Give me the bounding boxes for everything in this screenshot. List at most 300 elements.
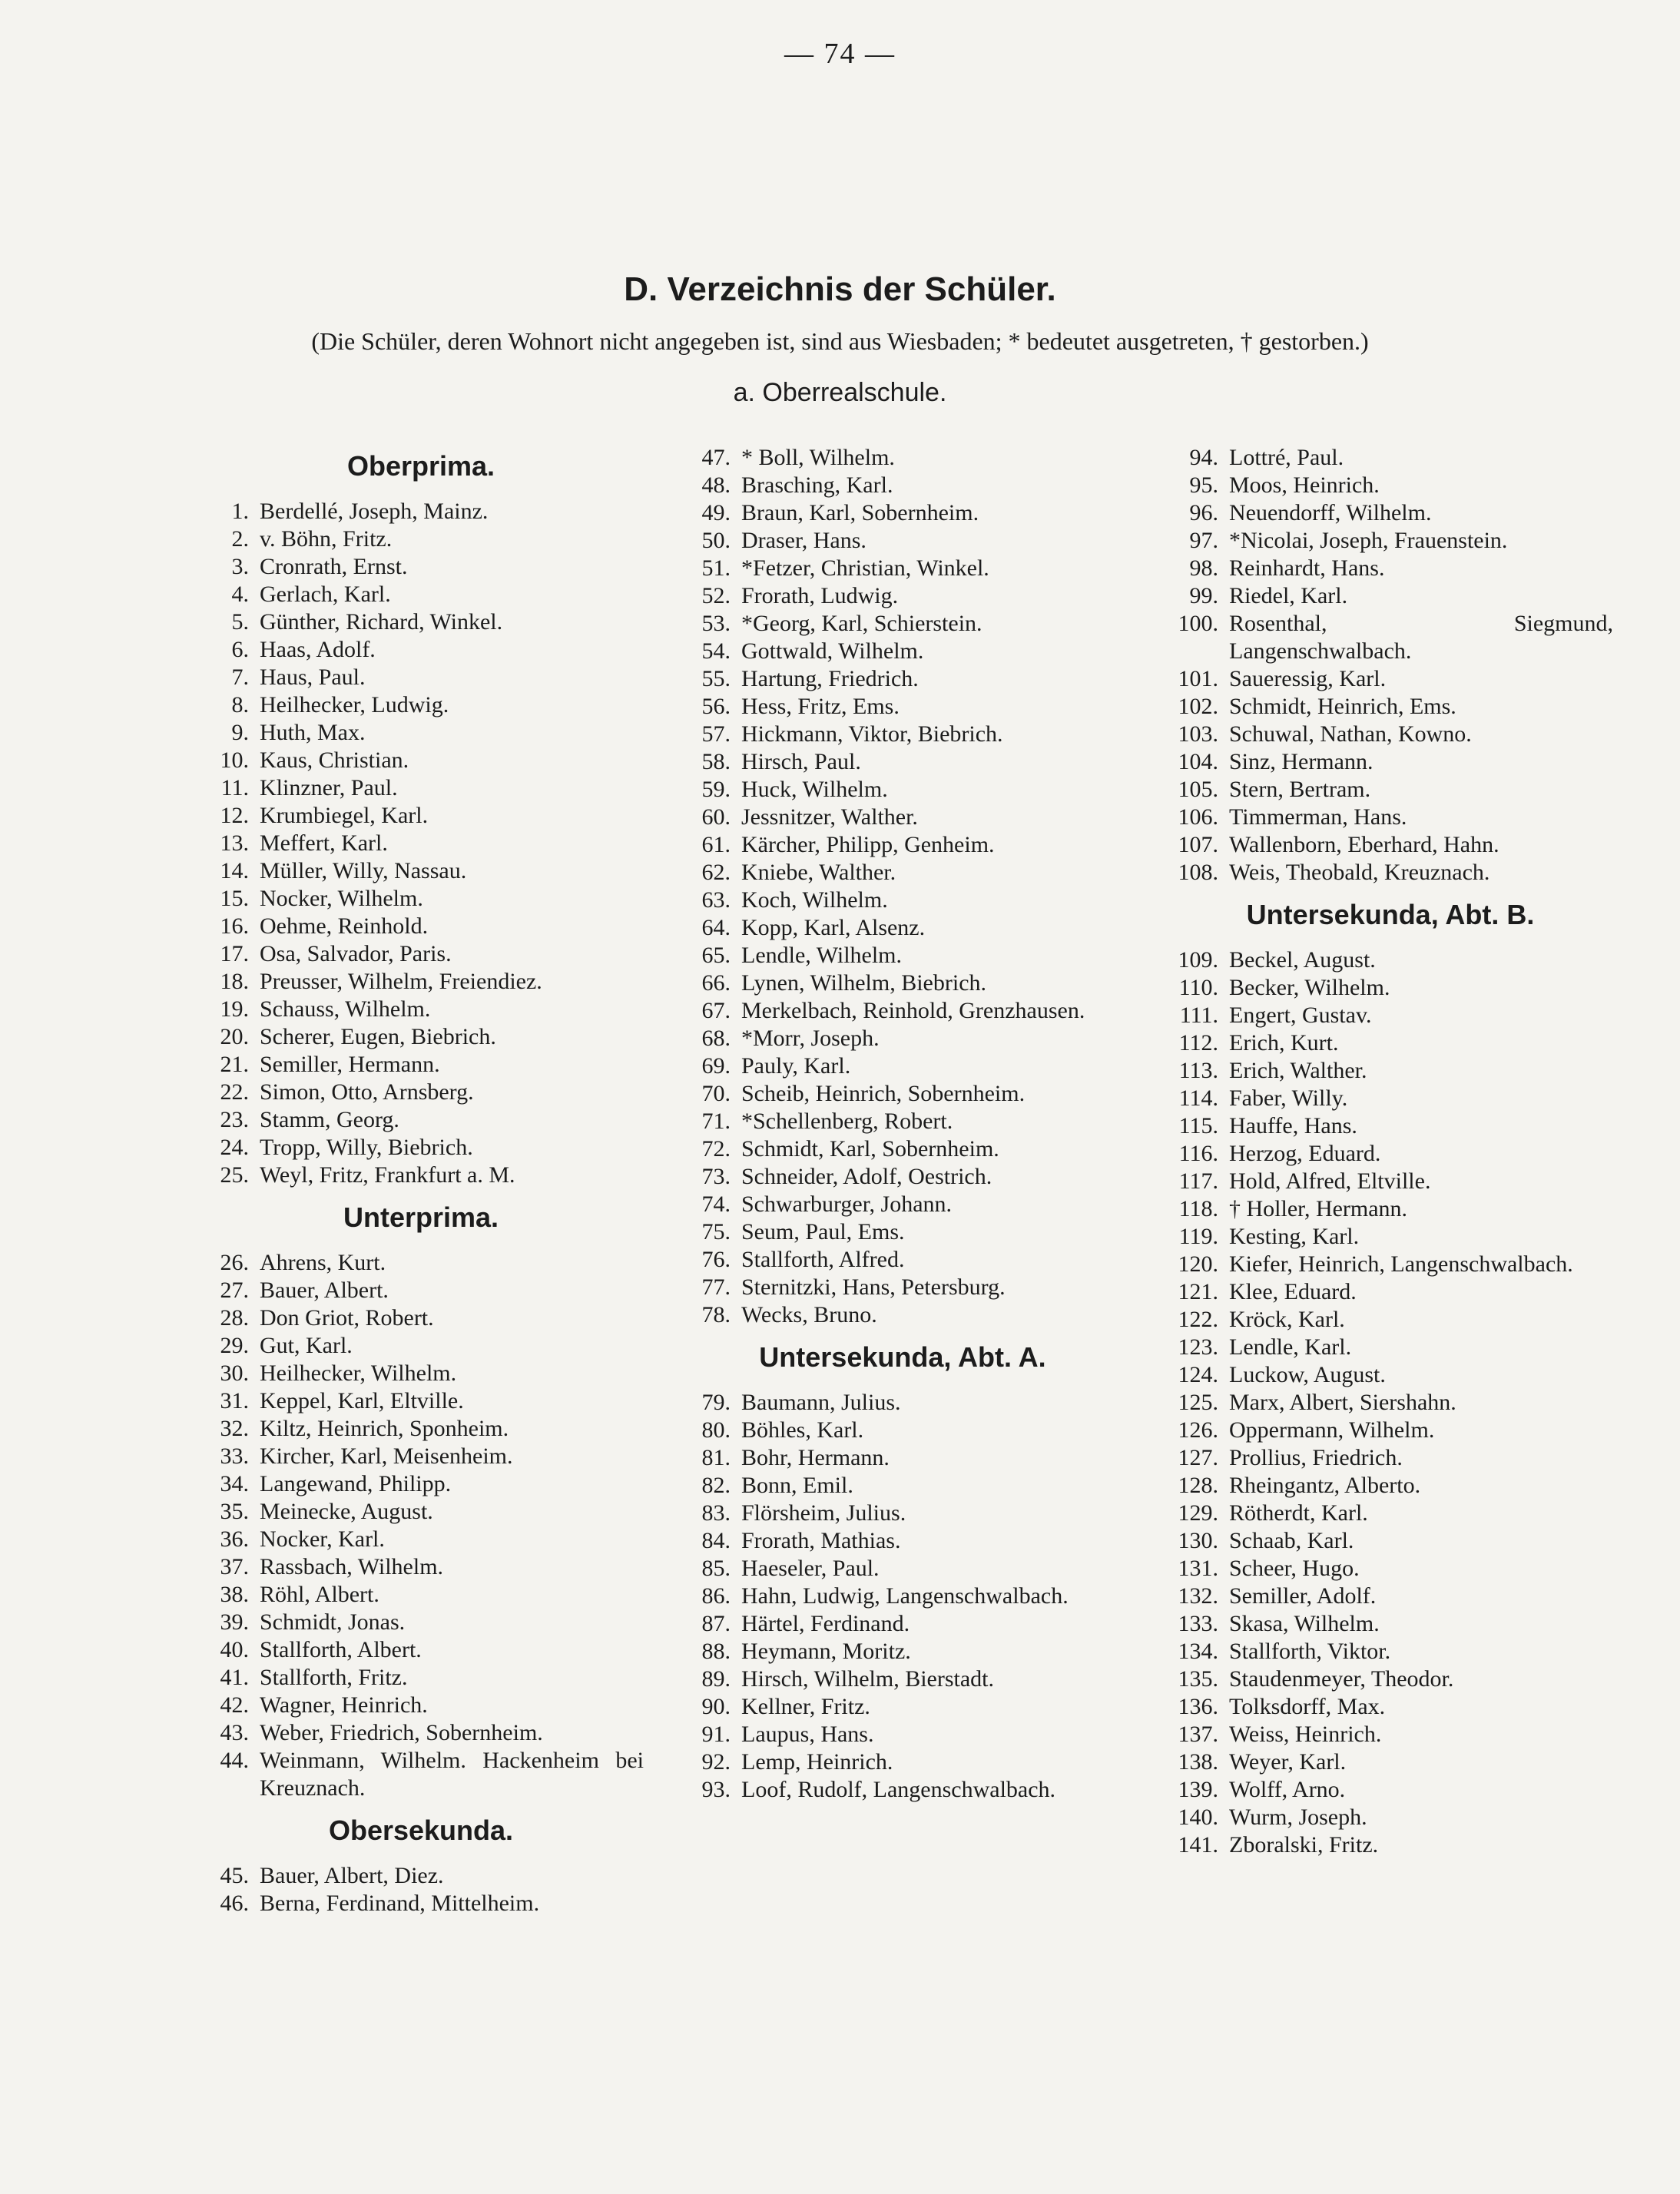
student-number: 71. [701, 1109, 731, 1134]
student-number: 87. [701, 1611, 731, 1636]
class-heading: Untersekunda, Abt. A. [759, 1341, 1046, 1373]
student-name: Marx, Albert, Siershahn. [1229, 1390, 1456, 1415]
student-name: Hauffe, Hans. [1229, 1113, 1357, 1138]
student-number: 43. [220, 1720, 249, 1745]
student-number: 63. [701, 887, 731, 913]
student-entry [206, 1636, 698, 1664]
student-number: 78. [701, 1302, 731, 1327]
student-entry [1175, 1527, 1667, 1555]
student-number: 138. [1178, 1749, 1218, 1775]
student-name: Moos, Heinrich. [1229, 472, 1380, 498]
student-entry [1175, 1085, 1667, 1112]
student-name: Preusser, Wilhelm, Freiendiez. [260, 969, 542, 994]
student-name: Huck, Wilhelm. [741, 777, 888, 802]
student-entry [206, 691, 698, 719]
student-entry [206, 1415, 698, 1443]
student-entry [1175, 776, 1667, 804]
student-name: Schneider, Adolf, Oestrich. [741, 1164, 992, 1189]
student-entry [1175, 1195, 1667, 1223]
student-number: 100. [1178, 611, 1218, 636]
student-name: Lottré, Paul. [1229, 445, 1344, 470]
student-name: Weis, Theobald, Kreuznach. [1229, 860, 1490, 885]
student-name: * Boll, Wilhelm. [741, 445, 895, 470]
student-entry [1175, 1500, 1667, 1527]
student-number: 123. [1178, 1334, 1218, 1360]
student-name: Kellner, Fritz. [741, 1694, 870, 1719]
student-number: 82. [701, 1473, 731, 1498]
student-entry [1175, 1417, 1667, 1444]
student-number: 38. [220, 1582, 249, 1607]
student-entry [206, 1360, 698, 1387]
student-entry [688, 638, 1179, 665]
student-entry [206, 498, 698, 525]
column-2 [688, 444, 1179, 1804]
student-entry [688, 1500, 1179, 1527]
student-entry [1175, 1721, 1667, 1748]
student-entry [688, 969, 1179, 997]
student-number: 40. [220, 1637, 249, 1662]
student-entry [206, 1581, 698, 1609]
student-name: Hess, Fritz, Ems. [741, 694, 900, 719]
student-name: Sternitzki, Hans, Petersburg. [741, 1274, 1006, 1300]
student-entry [206, 1134, 698, 1162]
student-number: 126. [1178, 1417, 1218, 1443]
student-entry [1175, 444, 1667, 472]
student-name: Gottwald, Wilhelm. [741, 638, 924, 664]
student-name: Weyl, Fritz, Frankfurt a. M. [260, 1162, 515, 1188]
student-name: Laupus, Hans. [741, 1722, 874, 1747]
student-number: 102. [1178, 694, 1218, 719]
student-number: 29. [220, 1333, 249, 1358]
student-number: 74. [701, 1191, 731, 1217]
student-entry [1175, 499, 1667, 527]
student-name: Wallenborn, Eberhard, Hahn. [1229, 832, 1499, 857]
student-number: 9. [231, 720, 249, 745]
student-number: 110. [1178, 975, 1218, 1000]
student-name: Tolksdorff, Max. [1229, 1694, 1386, 1719]
student-number: 75. [701, 1219, 731, 1244]
student-number: 52. [701, 583, 731, 608]
student-number: 47. [701, 445, 731, 470]
student-number: 113. [1178, 1058, 1218, 1083]
student-number: 122. [1178, 1307, 1218, 1332]
student-entry [688, 1610, 1179, 1638]
student-entry [688, 1693, 1179, 1721]
student-name: Hirsch, Wilhelm, Bierstadt. [741, 1666, 995, 1692]
student-entry [206, 1553, 698, 1581]
student-entry [688, 887, 1179, 914]
student-name: Böhles, Karl. [741, 1417, 864, 1443]
student-entry [688, 1665, 1179, 1693]
student-name: Hickmann, Viktor, Biebrich. [741, 721, 1003, 747]
student-entry [688, 1583, 1179, 1610]
student-number: 1. [231, 499, 249, 524]
student-number: 141. [1178, 1832, 1218, 1858]
student-name: Haeseler, Paul. [741, 1556, 880, 1581]
student-name: Scheib, Heinrich, Sobernheim. [741, 1081, 1026, 1106]
student-number: 68. [701, 1026, 731, 1051]
student-number: 3. [231, 554, 249, 579]
student-name: Schaab, Karl. [1229, 1528, 1354, 1553]
student-entry [1175, 859, 1667, 887]
student-entry [206, 664, 698, 691]
student-entry [206, 913, 698, 940]
student-number: 25. [220, 1162, 249, 1188]
student-number: 89. [701, 1666, 731, 1692]
student-number: 20. [220, 1024, 249, 1049]
student-number: 130. [1178, 1528, 1218, 1553]
student-name: *Nicolai, Joseph, Frauenstein. [1229, 528, 1508, 553]
student-name: Timmerman, Hans. [1229, 804, 1407, 830]
student-number: 129. [1178, 1500, 1218, 1526]
student-name: Keppel, Karl, Eltville. [260, 1388, 464, 1414]
student-entry [206, 1051, 698, 1079]
student-number: 107. [1178, 832, 1218, 857]
student-entry [206, 1332, 698, 1360]
student-entry [1175, 472, 1667, 499]
student-entry [1175, 1029, 1667, 1057]
student-number: 45. [220, 1863, 249, 1888]
student-number: 136. [1178, 1694, 1218, 1719]
student-name: Heilhecker, Wilhelm. [260, 1360, 457, 1386]
student-number: 50. [701, 528, 731, 553]
student-name: *Morr, Joseph. [741, 1026, 880, 1051]
class-heading: Untersekunda, Abt. B. [1246, 899, 1535, 930]
student-entry [1175, 1831, 1667, 1859]
student-name: Schmidt, Jonas. [260, 1609, 406, 1635]
student-entry [1175, 1251, 1667, 1278]
student-number: 131. [1178, 1556, 1218, 1581]
student-entry [206, 774, 698, 802]
student-entry [1175, 1334, 1667, 1361]
student-name: v. Böhn, Fritz. [260, 526, 393, 552]
student-name: Koch, Wilhelm. [741, 887, 888, 913]
student-number: 56. [701, 694, 731, 719]
student-entry [1175, 1306, 1667, 1334]
student-name: Lendle, Wilhelm. [741, 943, 903, 968]
student-name: Schmidt, Karl, Sobernheim. [741, 1136, 999, 1162]
student-number: 7. [231, 664, 249, 690]
student-number: 69. [701, 1053, 731, 1079]
student-entry [206, 996, 698, 1023]
student-name: Hirsch, Paul. [741, 749, 861, 774]
student-entry [1175, 1748, 1667, 1776]
student-entry [1175, 1444, 1667, 1472]
student-number: 73. [701, 1164, 731, 1189]
student-entry [1175, 665, 1667, 693]
student-entry [688, 776, 1179, 804]
student-name: Reinhardt, Hans. [1229, 555, 1385, 581]
student-entry [206, 802, 698, 830]
student-entry [206, 525, 698, 553]
student-entry [688, 1191, 1179, 1218]
student-entry [688, 997, 1179, 1025]
student-entry [1175, 1776, 1667, 1804]
student-name: Nocker, Karl. [260, 1526, 385, 1552]
student-name: *Georg, Karl, Schierstein. [741, 611, 982, 636]
student-entry [1175, 527, 1667, 555]
student-number: 49. [701, 500, 731, 525]
student-entry [206, 1277, 698, 1304]
student-entry [688, 472, 1179, 499]
student-entry [688, 1776, 1179, 1804]
student-name: Rosenthal, Siegmund, Langenschwalbach. [1229, 611, 1613, 664]
student-entry [206, 830, 698, 857]
student-number: 127. [1178, 1445, 1218, 1470]
student-number: 114. [1178, 1085, 1218, 1111]
student-entry [206, 1443, 698, 1470]
student-number: 76. [701, 1247, 731, 1272]
student-name: Wurm, Joseph. [1229, 1805, 1367, 1830]
student-name: Schauss, Wilhelm. [260, 996, 431, 1022]
student-number: 37. [220, 1554, 249, 1579]
student-name: Härtel, Ferdinand. [741, 1611, 910, 1636]
student-number: 4. [231, 582, 249, 607]
student-entry [206, 1890, 698, 1917]
student-entry [688, 1246, 1179, 1274]
student-number: 23. [220, 1107, 249, 1132]
student-name: Bauer, Albert, Diez. [260, 1863, 444, 1888]
student-name: Klinzner, Paul. [260, 775, 398, 800]
student-name: Lynen, Wilhelm, Biebrich. [741, 970, 987, 996]
student-number: 53. [701, 611, 731, 636]
student-entry [206, 1498, 698, 1526]
student-name: Saueressig, Karl. [1229, 666, 1387, 691]
student-name: Kircher, Karl, Meisenheim. [260, 1443, 513, 1469]
student-number: 34. [220, 1471, 249, 1496]
student-name: Stern, Bertram. [1229, 777, 1371, 802]
student-name: Kiefer, Heinrich, Langenschwalbach. [1229, 1251, 1573, 1277]
student-entry [688, 1527, 1179, 1555]
student-number: 12. [220, 803, 249, 828]
student-number: 106. [1178, 804, 1218, 830]
student-name: Luckow, August. [1229, 1362, 1386, 1387]
student-name: Sinz, Hermann. [1229, 749, 1373, 774]
student-name: Simon, Otto, Arnsberg. [260, 1079, 474, 1105]
student-number: 118. [1178, 1196, 1218, 1221]
student-entry [206, 581, 698, 608]
student-number: 61. [701, 832, 731, 857]
student-entry [688, 1108, 1179, 1135]
student-number: 8. [231, 692, 249, 718]
student-name: Prollius, Friedrich. [1229, 1445, 1403, 1470]
student-number: 80. [701, 1417, 731, 1443]
student-name: Nocker, Wilhelm. [260, 886, 423, 911]
student-name: Stamm, Georg. [260, 1107, 399, 1132]
student-name: Frorath, Ludwig. [741, 583, 899, 608]
student-number: 51. [701, 555, 731, 581]
student-entry [688, 1389, 1179, 1417]
student-entry [1175, 582, 1667, 610]
student-entry [206, 857, 698, 885]
student-entry [688, 1301, 1179, 1329]
student-name: Seum, Paul, Ems. [741, 1219, 905, 1244]
student-number: 55. [701, 666, 731, 691]
student-name: Wagner, Heinrich. [260, 1692, 428, 1718]
student-entry [206, 719, 698, 747]
student-entry [1175, 555, 1667, 582]
student-entry [688, 499, 1179, 527]
student-number: 101. [1178, 666, 1218, 691]
student-number: 85. [701, 1556, 731, 1581]
student-name: Rassbach, Wilhelm. [260, 1554, 444, 1579]
student-number: 27. [220, 1278, 249, 1303]
student-name: *Schellenberg, Robert. [741, 1109, 953, 1134]
student-number: 35. [220, 1499, 249, 1524]
student-name: Staudenmeyer, Theodor. [1229, 1666, 1454, 1692]
student-name: Haas, Adolf. [260, 637, 376, 662]
student-name: Herzog, Eduard. [1229, 1141, 1381, 1166]
student-name: Berdellé, Joseph, Mainz. [260, 499, 489, 524]
student-number: 125. [1178, 1390, 1218, 1415]
student-name: Röhl, Albert. [260, 1582, 379, 1607]
student-number: 31. [220, 1388, 249, 1414]
student-name: Langewand, Philipp. [260, 1471, 452, 1496]
student-number: 97. [1189, 528, 1218, 553]
student-name: Frorath, Mathias. [741, 1528, 901, 1553]
student-entry [688, 1135, 1179, 1163]
student-name: Erich, Kurt. [1229, 1030, 1339, 1056]
student-name: Heymann, Moritz. [741, 1639, 911, 1664]
student-number: 33. [220, 1443, 249, 1469]
student-name: Klee, Eduard. [1229, 1279, 1357, 1304]
student-number: 41. [220, 1665, 249, 1690]
student-name: Schmidt, Heinrich, Ems. [1229, 694, 1456, 719]
student-entry [1175, 1223, 1667, 1251]
student-entry [1175, 1389, 1667, 1417]
student-entry [206, 747, 698, 774]
student-name: *Fetzer, Christian, Winkel. [741, 555, 989, 581]
student-entry [688, 1274, 1179, 1301]
student-number: 105. [1178, 777, 1218, 802]
student-entry [206, 1079, 698, 1106]
student-name: † Holler, Hermann. [1229, 1196, 1408, 1221]
student-entry [1175, 946, 1667, 974]
student-entry [688, 555, 1179, 582]
student-entry [1175, 1804, 1667, 1831]
student-number: 92. [701, 1749, 731, 1775]
student-number: 46. [220, 1891, 249, 1916]
student-name: Kopp, Karl, Alsenz. [741, 915, 926, 940]
student-name: Kniebe, Walther. [741, 860, 896, 885]
student-name: Kaus, Christian. [260, 747, 409, 773]
student-number: 99. [1189, 583, 1218, 608]
student-number: 5. [231, 609, 249, 635]
student-number: 2. [231, 526, 249, 552]
student-entry [206, 1719, 698, 1747]
student-number: 19. [220, 996, 249, 1022]
student-name: Bauer, Albert. [260, 1278, 389, 1303]
student-entry [206, 608, 698, 636]
student-number: 22. [220, 1079, 249, 1105]
student-name: Rheingantz, Alberto. [1229, 1473, 1421, 1498]
student-entry [206, 1862, 698, 1890]
student-name: Zboralski, Fritz. [1229, 1832, 1379, 1858]
student-number: 54. [701, 638, 731, 664]
student-entry [688, 804, 1179, 831]
student-name: Stallforth, Fritz. [260, 1665, 408, 1690]
student-number: 112. [1178, 1030, 1218, 1056]
student-entry [688, 1721, 1179, 1748]
student-number: 103. [1178, 721, 1218, 747]
student-name: Berna, Ferdinand, Mittelheim. [260, 1891, 540, 1916]
student-number: 16. [220, 913, 249, 939]
student-number: 64. [701, 915, 731, 940]
student-name: Gut, Karl. [260, 1333, 353, 1358]
student-number: 58. [701, 749, 731, 774]
student-name: Baumann, Julius. [741, 1390, 901, 1415]
student-name: Müller, Willy, Nassau. [260, 858, 467, 883]
student-name: Jessnitzer, Walther. [741, 804, 918, 830]
student-number: 128. [1178, 1473, 1218, 1498]
student-entry [1175, 1472, 1667, 1500]
student-number: 44. [220, 1748, 249, 1773]
student-entry [1175, 1610, 1667, 1638]
student-name: Semiller, Adolf. [1229, 1583, 1377, 1609]
student-name: Cronrath, Ernst. [260, 554, 408, 579]
student-entry [1175, 1140, 1667, 1168]
student-entry [206, 1304, 698, 1332]
student-name: Beckel, August. [1229, 947, 1376, 973]
student-name: Riedel, Karl. [1229, 583, 1348, 608]
student-entry [688, 1163, 1179, 1191]
student-name: Huth, Max. [260, 720, 366, 745]
student-name: Osa, Salvador, Paris. [260, 941, 452, 966]
student-number: 137. [1178, 1722, 1218, 1747]
student-name: Kiltz, Heinrich, Sponheim. [260, 1416, 509, 1441]
class-heading: Unterprima. [343, 1201, 499, 1233]
student-name: Flörsheim, Julius. [741, 1500, 906, 1526]
student-entry [1175, 1638, 1667, 1665]
student-entry [206, 1470, 698, 1498]
page-title: D. Verzeichnis der Schüler. [624, 270, 1056, 308]
student-number: 116. [1178, 1141, 1218, 1166]
student-entry [688, 1025, 1179, 1052]
student-number: 26. [220, 1250, 249, 1275]
student-name: Erich, Walther. [1229, 1058, 1367, 1083]
student-number: 48. [701, 472, 731, 498]
student-entry [1175, 1057, 1667, 1085]
student-number: 91. [701, 1722, 731, 1747]
student-entry [688, 610, 1179, 638]
student-entry [1175, 1693, 1667, 1721]
student-entry [206, 1526, 698, 1553]
student-name: Merkelbach, Reinhold, Grenzhausen. [741, 998, 1085, 1023]
student-entry [206, 1692, 698, 1719]
student-number: 10. [220, 747, 249, 773]
student-number: 120. [1178, 1251, 1218, 1277]
student-name: Engert, Gustav. [1229, 1003, 1372, 1028]
student-entry [688, 693, 1179, 721]
student-name: Bohr, Hermann. [741, 1445, 890, 1470]
student-entry [1175, 974, 1667, 1002]
student-number: 6. [231, 637, 249, 662]
student-number: 95. [1189, 472, 1218, 498]
student-entry [206, 1664, 698, 1692]
student-number: 98. [1189, 555, 1218, 581]
student-entry [688, 1555, 1179, 1583]
student-name: Stallforth, Viktor. [1229, 1639, 1391, 1664]
student-number: 84. [701, 1528, 731, 1553]
column-1 [206, 444, 698, 1917]
student-name: Hahn, Ludwig, Langenschwalbach. [741, 1583, 1069, 1609]
student-name: Meinecke, August. [260, 1499, 433, 1524]
student-number: 86. [701, 1583, 731, 1609]
student-number: 108. [1178, 860, 1218, 885]
student-number: 121. [1178, 1279, 1218, 1304]
student-name: Don Griot, Robert. [260, 1305, 434, 1331]
student-name: Haus, Paul. [260, 664, 366, 690]
